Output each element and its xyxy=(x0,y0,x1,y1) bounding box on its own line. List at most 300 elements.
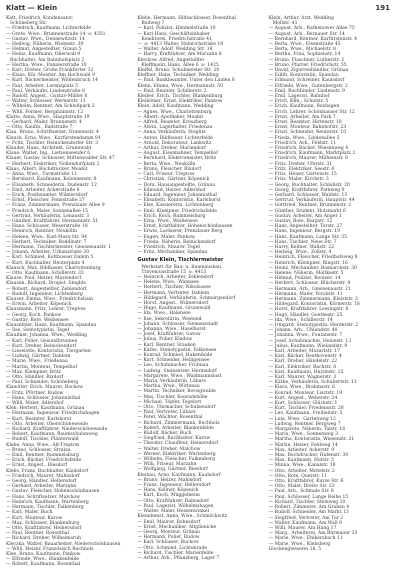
directory-entry: — Emil, Buchbinder, Lindenstr. 9 xyxy=(268,88,345,94)
directory-entry: — Erna, Wwe., Weißensee xyxy=(137,218,198,224)
directory-entry: — Heinz, Kaufmann, Oberwall 9 xyxy=(6,52,81,58)
directory-entry: — Gustav, Bote, Weißensee xyxy=(6,317,69,323)
directory-entry: — Karl, Arbeiter, Mozartstr. 17 xyxy=(268,349,340,354)
directory-entry: — Paul, Schlosser, Lange Reihe 15 xyxy=(268,494,349,500)
directory-entry: — Marie, Wwe., Klebsberg xyxy=(268,541,331,547)
directory-entry: — Hans, Kaufmann, Lange Str. 35 xyxy=(268,234,347,240)
directory-entry: Klausnitzer, Hans, Kaufmann, Spandau xyxy=(6,322,97,328)
directory-entry: — Otto, Bote, Querstr. 11 xyxy=(268,473,328,479)
directory-entry: — Paul, Rentner, Schillerstr. 2 xyxy=(137,88,207,94)
directory-entry: Kleindienst, Anna, Wwe., Schmöckwitz xyxy=(137,514,228,520)
directory-entry: — Johanna, Wwe., Fontanestr. 7 xyxy=(268,333,343,339)
directory-entry: — Karl, Rentner, Staaken xyxy=(137,342,196,348)
directory-entry: — Michael, Töpfer, Tegelort xyxy=(137,399,202,405)
directory-entry: Klause, Paul, Heizer, Mariendorf xyxy=(6,276,82,282)
directory-entry: — Dora, Hausangestellte, Grünau xyxy=(137,182,216,188)
directory-entry: — Bertha, Frau, Sophienstr. 14 xyxy=(268,52,341,58)
directory-entry: — Karl, Bäcker, Beethovenstr. 4 xyxy=(268,354,342,360)
directory-entry: — Robert, Kaufmann, Baumschulenweg xyxy=(6,432,98,438)
directory-entry: — Bruno, Schlosser, Stralau xyxy=(6,447,71,453)
directory-entry: Klatte, Anna, Wwe., Hauptstraße 19 xyxy=(6,114,90,120)
directory-entry: — Ernst, Beamter, Hirtenstr. 18 xyxy=(268,120,342,126)
directory-entry: Werkstatt für Bau- u. Innenausbau xyxy=(141,264,222,270)
directory-entry: — Klara, Wwe., Brahmsstr. 6 xyxy=(268,385,335,391)
directory-entry: — Emil, Arbeiter, Ackerstraße 6 xyxy=(6,187,80,193)
directory-entry: — Otto, Kraftfahrer, Rahnsdorf xyxy=(137,498,209,504)
directory-entry: Klaus, Albert, Buchdrucker, Moabit xyxy=(6,166,88,172)
directory-entry: — Richard, Kraftfahrer, Niederschöneweide xyxy=(6,427,108,433)
directory-entry: — Hildegard, Verkäuferin, Schmargendorf xyxy=(137,295,236,301)
directory-entry: — Willi, Maurer, Am Hang 17 xyxy=(268,525,337,531)
directory-entry: — Helene, Näherin, Moltkestr. 5 xyxy=(268,270,344,276)
directory-entry: — Josef, Schuhmacher, Heinestr. 13 xyxy=(268,338,352,344)
directory-entry: — Ludwig, Rentner, Bergweg 7 xyxy=(268,421,341,427)
directory-entry: Klausen, Richard, Drogist, Steglitz xyxy=(6,281,87,287)
directory-entry: — Karl, Maler, Buch xyxy=(6,510,53,516)
directory-entry: — Gottfried, Rentner, Brunnenstr. 2 xyxy=(268,203,352,209)
directory-entry: — Rudolf, Tischler, Plänterwald xyxy=(6,437,79,443)
directory-entry: Klebe, Hermann, Hilfsschlosser, Rosenthal xyxy=(137,16,236,21)
directory-entry: — Bernhard, Rentner, Kurfürstenstr. 4 xyxy=(268,36,358,42)
directory-entry: — Fritz, Mechaniker, Spandau xyxy=(137,250,208,256)
running-header xyxy=(6,4,390,15)
directory-entry: — Otto, Kraftfahrer, Kurze Str. 6 xyxy=(268,479,344,485)
directory-entry: — Friedrich, Maler, Sonnenallee 15 xyxy=(6,208,89,214)
directory-entry: — Erich, Lehrer, Schönhauser Str. 12 xyxy=(268,109,355,115)
directory-entry: — Hans, Tischler, Neue Str. 7 xyxy=(268,239,337,245)
directory-entry: — Peter, Wächter, Rosenthal xyxy=(137,415,203,421)
directory-entry: — Hermann, Arb., Gneisenaustr. 21 xyxy=(268,286,351,292)
directory-entry: — Hans, Kellner, Köpenick xyxy=(137,488,199,494)
directory-entry: — Bruno, Fleischer, Rixdorf xyxy=(137,166,202,172)
directory-entry: — Otto, Kraftfahrer, Heinersdorf xyxy=(6,525,82,531)
directory-entry: — Arnold, Dekorateur, Lankwitz xyxy=(137,140,212,146)
directory-entry: — Otto, Arbeiter, Mittelstr. 2 xyxy=(268,468,335,474)
directory-entry: — Emil, Lagerist, Bahnhof xyxy=(268,94,330,100)
directory-entry: — Willi, Maler, Adlershof xyxy=(6,401,64,407)
directory-entry: — Christian, Gärtner, Köpenick xyxy=(137,177,210,183)
directory-entry: Schöneberg Str. xyxy=(10,21,48,27)
directory-entry: — Max, Buchdrucker, Hafenstr. 30 xyxy=(268,453,349,459)
directory-entry: — Richard, Zimmermann, Buchholz xyxy=(137,420,220,426)
directory-entry: — Hermann, Ingenieur, Friedrichshagen xyxy=(6,411,100,417)
directory-entry: Kleiber, Erich, Tischler, Blankenburg xyxy=(137,94,223,100)
directory-entry: — Heinz, Mechaniker, Bismarckstr. 30 xyxy=(268,265,358,271)
directory-entry: — Robert, Zimmerer, Am Graben 4 xyxy=(268,505,350,511)
directory-entry: — Herbert, Techniker, Boddinstr. 7 xyxy=(6,239,87,245)
directory-column-1 xyxy=(6,16,131,568)
directory-entry: — Walter, Kaufmann, Am Wall 9 xyxy=(268,520,342,526)
directory-entry: Klau, Bruno, Schriftsetzer, Oranienstr. 4 xyxy=(6,130,99,136)
directory-entry: — Bernhard, Elektromeister, Britz xyxy=(137,156,217,162)
directory-entry: — Friedrich, Maurer, Mühlenstr. 8 xyxy=(268,156,348,162)
directory-entry: — Otto, Uhrmacher, Schulzendorf xyxy=(137,405,216,411)
directory-entry: — Lieselotte, Kontoristin, Tiergarten xyxy=(6,349,91,354)
directory-entry: — Rudolf, Angest., Gustav-Müller 6 xyxy=(6,94,88,100)
directory-entry: Klaue, Walter, Ing., Lietzenseeufer 6 xyxy=(6,151,91,157)
directory-entry: Klauder, Hans, Architekt, Grunewald xyxy=(6,146,92,152)
directory-entry: — Kurt, Bäckermeister, Wildenbruch 14 xyxy=(6,78,98,84)
directory-entry: — Helmut, Angestellter, Graun 5 xyxy=(6,47,82,53)
directory-entry: Klauer, Gustav, Schlosser, Mittenwalder Str. 47 xyxy=(6,156,115,162)
directory-column-3 xyxy=(269,16,394,564)
directory-entry: — Marie, Wwe., Friedenau xyxy=(6,359,68,365)
directory-entry: — Karl, Dreher, Händelstr. 22 xyxy=(268,359,338,365)
directory-entry: — Kurt, Buchhalter, Reuterplatz 4 xyxy=(6,260,85,266)
directory-entry: — Edmund, Heizer, Adlershof xyxy=(137,187,206,193)
directory-entry: — Martin, Monteur, Tempelhof xyxy=(6,364,78,370)
directory-entry: — Hans, Schlosser, Weserstraße 18 xyxy=(6,224,88,230)
directory-entry: — Paul, Arb., Schmale Str. 8 xyxy=(268,489,334,495)
directory-entry: — Harry, Kellner, Wallstr. 22 xyxy=(268,244,334,250)
directory-entry: — Harry, Kraftfahrer, Am Marzahn 8 xyxy=(137,52,222,58)
directory-entry: Konditorei, Friedrichstraße 41 xyxy=(141,36,212,42)
directory-entry: — Josef, Kraftfahrer, Gatow xyxy=(137,332,201,338)
directory-entry: Klebs, Franz, Buchhalter, Kaulsdorf xyxy=(6,468,89,474)
directory-entry: — Willi, Heizer, Französisch Buchholz xyxy=(6,546,94,552)
directory-entry: — Otto, Kaufmann, Schillerstr. 33 xyxy=(6,270,84,276)
page-number: 191 xyxy=(375,4,390,12)
directory-entry: — Kurt, Schlosser, Glückstr. 1 xyxy=(268,401,338,407)
directory-entry: — Paul, Schneider, Schöneberg xyxy=(6,380,79,386)
directory-entry: — Julius, Polier, Kladow xyxy=(137,337,193,343)
directory-entry: — Max, Klempner, Britz xyxy=(6,369,61,375)
directory-entry: — Friedrich, Arb., Feldstr. 11 xyxy=(268,140,337,146)
directory-entry: — Fritz, Tischler, Reinickendorfer Str. 3 xyxy=(6,140,98,146)
directory-entry: — Fritz, Maler, Kirchstr. 3 xyxy=(268,177,329,183)
directory-entry: — Robert, Kaufmann, Rosenthal xyxy=(6,562,81,568)
directory-entry: — Gustav, Wwe., Dennewitzstr. 14 xyxy=(6,36,85,42)
directory-entry: — Minna, Wwe., Kanalstr. 18 xyxy=(268,463,336,469)
directory-entry: — Anna, Verkäuferin, Steglitz xyxy=(137,130,206,136)
directory-entry: — Siegfried, Buchhalter, Karow xyxy=(137,436,211,442)
directory-entry: — Hermann, Tischler, Falkenberg xyxy=(6,505,84,511)
directory-entry: Klauser, Emma, Wwe., Friedrichshain xyxy=(6,296,94,302)
directory-entry: — David, Zigarrenhändler, Grünau xyxy=(268,68,349,74)
directory-entry: Klausch, Max, Bildhauer, Charlottenburg xyxy=(6,265,101,271)
directory-entry: — Marie, Wwe., Ehlkersbach 11 xyxy=(268,536,343,542)
directory-entry: — Karl, Polier, Gesundbrunnen xyxy=(6,338,78,344)
directory-entry: Klaußner, Johanna, Wwe., Wedding xyxy=(6,333,88,339)
directory-entry: Kleczka, Walter, Bauarbeiter, Niederschönhausen xyxy=(6,541,121,547)
directory-entry: — Erich, Kaufmann, Boxhagen xyxy=(268,104,340,110)
directory-entry: — Georg, Koch, Pankow xyxy=(6,312,62,318)
directory-entry: Budweg 7 xyxy=(141,21,165,27)
directory-entry: — Hans, Schlosser, Johannisthal xyxy=(6,395,81,401)
directory-entry: — Richard, Dreher, Wilhelmsruh xyxy=(6,536,81,542)
directory-entry: — Karl, Maurer, Wagnerstr. 3 xyxy=(268,375,337,381)
directory-entry: — Robert, Arbeiter, Blankenfelde xyxy=(137,425,214,431)
directory-entry: — Ernst, Fleischer, Fennstraße 27 xyxy=(6,198,85,204)
directory-entry: — Johann, Arbeiter, Urbanstraße 30 xyxy=(6,250,90,256)
directory-entry: Klawitter, Erich, Maurer, Buckow xyxy=(6,385,84,391)
directory-entry: — Leo, Kaufmann, Freiheitstr. 5 xyxy=(268,411,343,417)
directory-entry: — Ludwig, Steinsetzer, Hermsdorf xyxy=(137,368,217,374)
directory-entry: — Karl Hans, Geschäftsinhaber xyxy=(137,31,210,37)
directory-entry: — August, Eisenbahner, Tempelhof xyxy=(137,151,218,157)
directory-entry: — Emil, Maurer, Bohnsdorf xyxy=(137,519,201,525)
directory-entry: — August, Arb., Bernauer Str. 14 xyxy=(268,31,345,37)
directory-entry: — Karl, Dreher, Große Frankfurter 32 xyxy=(6,68,94,74)
directory-entry: Kleibömer, Ernst, Elektriker, Pankow xyxy=(137,99,223,105)
directory-entry: — Emil, Klempner, Friedrichsfelde xyxy=(137,208,217,214)
directory-entry: — Karl, Kaufmann, Haydnstr. 15 xyxy=(268,369,344,375)
directory-entry: — Ida, Wwe., Schillerstr. 14 xyxy=(268,317,333,323)
directory-entry: Kleinau, Arno, Kaufmann, Kaulsdorf xyxy=(137,472,221,478)
directory-entry: — Edith, Kontoristin, Spandau xyxy=(268,73,339,79)
directory-entry: — Herbert, Tischler, Nikolassee xyxy=(137,285,211,291)
directory-entry: — Paul, Verkäufer, Lindenstraße 8 xyxy=(6,88,85,94)
directory-entry: — Friedrich, Maurer, Tegel xyxy=(137,244,200,250)
directory-entry: — Alwin, Lagerhalter, Friedenau xyxy=(137,125,213,131)
directory-entry: Kleffmann, Hans, Allee 6 ☏ 1425 xyxy=(141,62,219,68)
directory-entry: — Emil, Rentner, Rummelsburg xyxy=(6,453,79,459)
directory-entry: — Franz, Ingenieur, Hellersdorf xyxy=(137,483,211,489)
directory-entry: — Ernst, Arbeiter, Am Park 7 xyxy=(268,114,336,120)
directory-entry: Mollstr. 41 xyxy=(272,21,298,27)
directory-entry: — Friedrich, Kaufmann, Lichterfelde xyxy=(6,26,91,32)
directory-entry: — Walter, Dreher, Malchow xyxy=(137,446,201,452)
directory-entry: — Günther, Kraftfahrer, Hermannstr. 51 xyxy=(6,218,99,224)
directory-entry: — Ernst, Mechaniker, Altglienicke xyxy=(137,524,217,530)
directory-entry: — Helene, Wwe., Karl-Marx-Str. 94 xyxy=(6,234,88,240)
directory-entry: — Otto, Arbeiter, Oberschöneweide xyxy=(6,421,88,427)
directory-entry: — Friedrich, Kaufmann, Marktplatz 2 xyxy=(268,151,356,157)
directory-entry: — Hedwig, Näherin, Wiebestr. 39 xyxy=(6,42,84,48)
directory-entry: — Werner, Elektriker, Wartenberg xyxy=(137,451,216,457)
directory-entry: — Friedrich, Maurer, Mahlsdorf xyxy=(6,473,80,479)
directory-entry: — Walter, Schlosser, Wernerstr. 11 xyxy=(6,99,86,105)
directory-entry: — Kurt, Tischler, Friedensstr. 28 xyxy=(268,406,344,412)
directory-entry: — Kurt, Koch, Müggelheim xyxy=(137,493,200,499)
directory-entry: — Max, Kaufmann, Hofstr. 5 xyxy=(268,458,334,464)
directory-entry: — Ida, Wwe., Halensee xyxy=(137,311,191,317)
directory-entry: — Herbert, Schlosser, Blücherstr. 9 xyxy=(268,281,351,287)
directory-entry: — Heinrich, Kaufmann, Wartenberg xyxy=(6,499,89,505)
directory-entry: — Hermann, Tischlermeister, Gneisenaustr. 1 xyxy=(6,244,111,250)
directory-entry: — Georg, Buchhalter, Schloßstr. 20 xyxy=(268,182,350,188)
directory-entry: — Arthur, Arb., Pflanzberg, Lager 7 xyxy=(137,555,220,561)
directory-columns xyxy=(6,16,394,568)
directory-entry: — Edmund, Schreiner, Kaulsdorf xyxy=(268,78,345,84)
directory-entry: — Robert, Angestellter, Zehlendorf xyxy=(6,286,87,292)
directory-entry: Traveniusstraße 15 ☏ 4413 xyxy=(141,269,207,275)
directory-entry: — Johann, Schlosser, Siemensstadt xyxy=(137,321,219,327)
directory-entry: — Otto, Händler, Rixdorf xyxy=(6,375,64,381)
directory-entry: — Käthe, Verkäuferin, Schubertstr. 11 xyxy=(268,380,357,386)
directory-entry: — Kurt, Beamter, Karlshorst xyxy=(6,416,72,422)
directory-entry: Katt, Friedrich, Kondensator, xyxy=(6,16,74,21)
directory-entry: — Frieda, Wwe., Lindenallee 5 xyxy=(268,135,340,141)
directory-entry: — Julius, Kaufmann, Wielandstr. 9 xyxy=(268,343,348,349)
directory-entry: — Paul, Rentner, Rosenthal xyxy=(6,531,69,537)
directory-entry: — Richard, Tischler, Marienfelde xyxy=(137,550,214,556)
directory-entry: — Willi, Former, Bergmannstr. 12 xyxy=(6,109,84,115)
directory-entry: — Gerhard, Arbeiter, Marzahn xyxy=(6,484,77,490)
directory-entry: — Paul, Vertreter, Lübars xyxy=(137,410,196,416)
directory-entry: — Helene, Wwe., Wannsee xyxy=(137,280,199,286)
directory-entry: — Elfriede, Wwe., Blankenfelde xyxy=(6,557,80,563)
directory-entry: Glockengiesserei 18, 5 xyxy=(268,546,322,552)
directory-entry: — Rudolf, Bäcker, Buch xyxy=(137,431,192,437)
directory-entry: Kleffner, Hans, Techniker, Wedding xyxy=(137,73,219,79)
directory-entry: — Friedrich, Bäcker, Wiesenweg 4 xyxy=(268,146,349,152)
directory-entry: — Siegfried, Vertreter, Am Tor 2 xyxy=(268,515,344,521)
directory-entry: — Horst, Angest., Wilmersdorf xyxy=(137,300,209,306)
directory-entry: — Hermann, Vertreter, Dahlem xyxy=(137,290,210,296)
directory-entry: Klausmann, Fritz, Lehrer, Treptow xyxy=(6,307,86,313)
directory-entry: — Richard, Tischler, Steinweg 10 xyxy=(268,499,346,505)
directory-entry: — Heinrich, Rentner, Neukölln xyxy=(6,229,78,235)
directory-entry: — Ludwig, Gärtner, Dahlem xyxy=(6,354,71,360)
directory-entry: — Max, Tischler, Konradshöhe xyxy=(137,394,208,400)
directory-entry: — Walter, Adolf, Wedding Str. 18 xyxy=(137,47,213,53)
directory-entry: — Helmut, Polizist, Roonstr. 14 xyxy=(268,276,341,282)
directory-entry: — Gerhard, Schlosser, Waldstr. 13 xyxy=(268,192,348,198)
directory-entry: — Leo, Schuhmacher, Frohnau xyxy=(137,363,209,369)
directory-entry: — Albert, Apotheker, Moabit xyxy=(137,114,204,120)
directory-entry: — Erich, Koch, Rummelsburg xyxy=(137,213,206,219)
directory-entry: Kleckow, Alfred, Angestellter xyxy=(137,57,205,63)
directory-entry: — Konrad, Monteur, Lisztstr. 19 xyxy=(268,390,343,396)
directory-entry: — Gustav, Arbeiter, Am Anger 1 xyxy=(268,213,342,219)
directory-entry: — Konrad, Schmied, Hakenfelde xyxy=(137,353,213,358)
directory-entry: — Hans, Angestellter, Torstr. 27 xyxy=(268,224,343,230)
directory-entry: — Wilhelm, Fleischer, Falkenberg xyxy=(137,457,215,463)
directory-entry: — ☏ 4413 Walter, Heinrichstraße 18 xyxy=(137,42,224,48)
directory-entry: Kleb, Herbert, Kaufmann, Grünau xyxy=(6,406,85,412)
directory-entry: — Fritz, Elektriker, Seestr. 6 xyxy=(268,166,335,172)
directory-entry: Klee, Bruno, Kaufmann, Pankow xyxy=(6,551,81,557)
directory-entry: — Marg., Arbeiterin, Am Bürmauer 23 xyxy=(268,531,358,537)
directory-entry: — Theodor, Chauffeur, Heinersdorf xyxy=(137,441,219,447)
directory-entry: — Käthe, Stenotypistin, Falkensee xyxy=(137,347,217,353)
directory-entry: — Elisabeth, Kontoristin, Karlshorst xyxy=(137,198,221,204)
directory-entry: — Erich, Bäcker, Friedrichsfelde xyxy=(6,458,82,464)
directory-entry: — Ilse, Sekretärin, Westend xyxy=(137,316,202,322)
directory-entry: Klehn, Emma, Wwe., Hermannstr. 50 xyxy=(137,83,223,89)
directory-entry: — Karl, Schlosser, Buckow xyxy=(137,540,199,546)
directory-entry: — Anton, Bildhauer, Lichterfelde xyxy=(137,135,213,141)
directory-entry: — Hermann, Maler, Yorckstr. 11 xyxy=(268,291,343,297)
directory-entry: — Martha, Kontoristin, Wiesenstr. 21 xyxy=(268,437,355,443)
directory-entry: — Max, Schlosser, Blankenburg xyxy=(6,520,80,526)
directory-entry: — August, Arb., Rathenower Allee 75 xyxy=(268,26,355,32)
directory-entry: — Gustav, Bote, Burgstr. 12 xyxy=(268,218,333,224)
directory-entry: — Margarete, Wwe., Waidmannslust xyxy=(137,373,222,379)
directory-entry: — Bruno, Heizer, Mahlsdorf xyxy=(137,477,202,483)
directory-entry: — Kurt, Schneider, Heiligensee xyxy=(137,358,210,364)
directory-entry: — Rudolf, Ingenieur, Lichtenberg xyxy=(6,291,83,297)
directory-entry: — Ernst, Schneider, Reuterstr. 10 xyxy=(268,130,347,136)
directory-entry: — Otto, Schmied, Lichtenrade xyxy=(137,545,208,551)
directory-entry: — Berta, Wwe., Elsenstraße 45 xyxy=(268,42,341,48)
directory-entry: — Georg, Monteur, Grünau xyxy=(137,529,200,535)
directory-entry: — Klaus, Kfz.-Meister, Am Hochwald 9 xyxy=(6,73,95,79)
directory-entry: — Else, Kassiererin, Lichtenberg xyxy=(137,203,214,209)
directory-entry: — Elisabeth, Schneiderin, Dudenstr. 12 xyxy=(6,182,97,188)
directory-entry: — Maria, Wwe., Sonnenweg 3 xyxy=(268,432,338,438)
directory-entry: — Ernst, Kraftfahrer, Hohenschönhausen xyxy=(137,224,233,230)
directory-entry: — Carl, Friseur, Treptow xyxy=(137,172,195,178)
directory-entry: — Eugen, Maler, Pankow xyxy=(137,234,195,240)
directory-entry: — Heinrich, Fleischer, Friedhofsweg 8 xyxy=(268,255,358,261)
advertisement-heading: Gustav Klein, Tischlermeister xyxy=(137,257,224,264)
header-name-range: Klatt — Klein xyxy=(6,4,58,12)
directory-entry: — Kurt, Angest., Weberstr. 24 xyxy=(268,395,338,401)
directory-entry: — Paul, Bankbeamter, Unter den Linden 6 xyxy=(137,78,235,84)
directory-entry: — Anna, Wwe., Turmstraße 11 xyxy=(6,172,77,178)
directory-entry: — Otto, Maler, Breite Str. 23 xyxy=(268,484,335,490)
directory-entry: — Franz, Zimmermann, Prenzlauer Allee 9 xyxy=(6,203,105,209)
directory-entry: — Elfriede, Wwe., Gutenbergstr. 2 xyxy=(268,83,348,89)
directory-entry: — Alfred, Beamter, Kreuzberg xyxy=(137,120,207,126)
directory-entry: — Willi, Friseur, Marzahn xyxy=(137,462,197,468)
directory-entry: — Hermann, Zimmermann, Kleiststr. 3 xyxy=(268,296,358,302)
directory-entry: — Karl, Schmied, Kottbusser Damm 5 xyxy=(6,255,94,261)
directory-entry: — Agnes, Wwe., Charlottenburg xyxy=(137,109,212,115)
directory-entry: — Frieda, Näherin, Reinickendorf xyxy=(137,239,216,245)
directory-entry: — Arthur, Dreher, Mariendorf xyxy=(137,146,206,152)
directory-entry: — Kurt, Monteur, Karow xyxy=(6,515,63,521)
directory-entry: — Herbert, Elektriker, Nollendorfplatz 2 xyxy=(6,161,100,167)
directory-entry: — Bernhard, Kaufmann, Kolonnenstr. 8 xyxy=(6,177,97,183)
directory-entry: — Ernst, Monteur, Bahnhofstr. 23 xyxy=(268,125,347,131)
directory-entry: — Ilse, Stenotypistin, Tegel xyxy=(6,328,70,334)
directory-entry: — Gerhard, Maler, Brunnenstr. 4 xyxy=(6,120,82,126)
directory-entry: — Wolfgang, Gärtner, Biesdorf xyxy=(137,467,208,473)
directory-entry: Klebe, Anna, Wwe., Alt-Treptow xyxy=(6,442,80,448)
directory-entry: — Heinrich, Arbeiter, Zehlendorf xyxy=(137,274,214,280)
directory-entry: — Gertrud, Verkäuferin, Hauptstr. 44 xyxy=(268,198,355,204)
directory-entry: — Ernst, Angest., Biesdorf xyxy=(6,463,68,469)
directory-entry: — Hedwig, Wwe., Zollstr. 4 xyxy=(268,250,332,256)
directory-entry: Klein, Arthur, Arzt, Wedding xyxy=(268,16,334,21)
directory-entry: — Erich, Kfm., Schulstr. 5 xyxy=(268,99,329,105)
directory-entry: — Hugo, Kaufmann, Grunewald xyxy=(137,306,211,312)
directory-entry: — Martin, Heizer, Feldweg 14 xyxy=(268,442,338,448)
directory-entry: — Günther, Student, Holzmarkt 6 xyxy=(268,208,346,214)
directory-entry: — Eduard, Ingenieur, Johannisthal xyxy=(137,192,217,198)
directory-entry: — Wilhelm, Rentner, Am Schloßpark 3 xyxy=(6,104,95,110)
directory-entry: — Max, Arbeiter, Ackerstr. 9 xyxy=(268,447,335,453)
directory-entry: — Fritz, Pförtner, Rudow xyxy=(6,390,64,396)
directory-entry: Kleffel, Bruno, Schulmeister Str. 20 xyxy=(137,68,220,74)
directory-entry: — Hugo, Händler, Goethestr. 25 xyxy=(268,312,343,318)
directory-entry: — Hertha, Wwe., Pannierstraße 10 xyxy=(6,62,87,68)
directory-entry: — Fritz, Heizer, Gartenstr. 15 xyxy=(268,172,337,178)
directory-entry: — Martha, Wwe., Wittenau xyxy=(137,384,200,390)
directory-entry: — Erich, Postbeamter, Wilmersdorf xyxy=(6,192,88,198)
directory-entry: — Kurt, Dreher, Reinickendorf xyxy=(6,343,77,349)
directory-column-2 xyxy=(137,16,262,564)
directory-entry: Buchhalter, Am Bahnhofsplatz 2 xyxy=(10,57,85,63)
directory-entry: — Paul, Lagerist, Wilhelmshagen xyxy=(137,503,214,509)
directory-entry: — Maria, Verkäuferin, Lübars xyxy=(137,379,206,385)
directory-entry: — Johann, Arb., Uhlandstr. 40 xyxy=(268,328,338,334)
directory-entry: Klauck, Erna, Wwe., Kurfürstendamm 91 xyxy=(6,135,101,141)
directory-entry: — Hildegard, Kontoristin, Körnerstr. 18 xyxy=(268,302,360,308)
directory-entry: Klein, Adolf, Kaufmann, Wedding xyxy=(137,104,214,110)
directory-entry: — Bruno, Pfarrer, Friedrichstr. 55 xyxy=(268,62,347,68)
directory-entry: — Lina, Wwe., Gartenweg 12 xyxy=(268,416,336,422)
directory-entry: — Karl, Polizist, Himmelstraße 10 xyxy=(137,26,216,32)
directory-entry: — Georg, Händler, Hellersdorf xyxy=(6,479,77,485)
directory-entry: — Berta, Wwe., Neukölln xyxy=(137,161,196,167)
directory-entry: — Bruno, Flaschner, Lutherstr. 2 xyxy=(268,57,345,63)
directory-entry: — Erwin, Lackierer, Prenzlauer Berg xyxy=(137,229,223,235)
directory-entry: — Berta, Wwe., Michaelstr. 8 xyxy=(268,47,336,53)
